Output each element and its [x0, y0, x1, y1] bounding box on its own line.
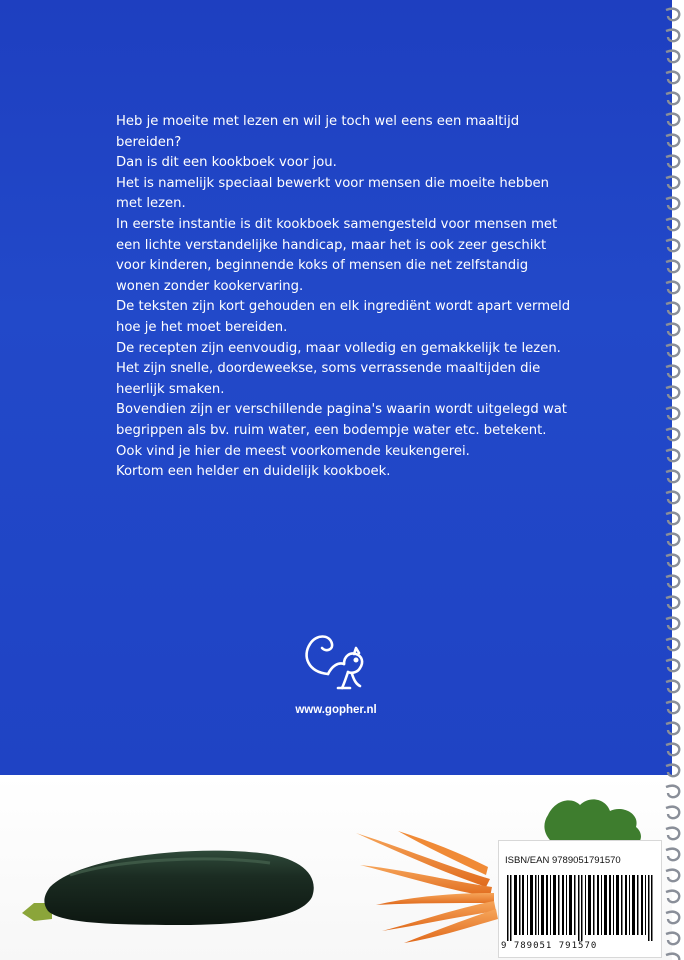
spiral-ring — [666, 9, 679, 20]
spiral-ring — [666, 618, 679, 629]
spiral-ring — [666, 807, 679, 818]
spiral-ring — [666, 387, 679, 398]
spiral-ring — [666, 135, 679, 146]
spiral-ring — [666, 177, 679, 188]
spiral-ring — [666, 891, 679, 902]
spiral-ring — [666, 51, 679, 62]
spiral-ring — [666, 597, 679, 608]
isbn-label: ISBN/EAN 9789051791570 — [505, 855, 621, 866]
spiral-ring — [666, 828, 679, 839]
blurb-paragraph: Het is namelijk speciaal bewerkt voor mensen die moeite hebben met lezen. — [116, 175, 550, 212]
spiral-ring — [666, 513, 679, 524]
spiral-ring — [666, 492, 679, 503]
barcode-digits: 9 789051 791570 — [501, 941, 598, 951]
blurb-paragraph: Heb je moeite met lezen en wil je toch wel eens een maaltijd bereiden? — [116, 114, 520, 150]
spiral-ring — [666, 114, 679, 125]
spiral-ring — [666, 744, 679, 755]
spiral-ring — [666, 912, 679, 923]
spiral-ring — [666, 681, 679, 692]
spiral-ring — [666, 240, 679, 251]
spiral-ring — [666, 324, 679, 335]
spiral-ring — [666, 156, 679, 167]
blurb-paragraph: Bovendien zijn er verschillende pagina's waarin wordt uitgelegd wat begrippen als bv. ruim water, een bodempje water etc. betekent. — [116, 402, 567, 438]
spiral-ring — [666, 261, 679, 272]
barcode-icon — [507, 875, 653, 941]
spiral-ring — [666, 849, 679, 860]
spiral-ring — [666, 954, 679, 960]
spiral-ring — [666, 555, 679, 566]
spiral-ring — [666, 429, 679, 440]
blurb-paragraph: In eerste instantie is dit kookboek samengesteld voor mensen met een lichte verstandelijke handicap, maar het is ook zeer geschikt voor kinderen, beginnende koks of mensen die net zelfstandig wonen zonder kookervaring. — [116, 216, 558, 294]
spiral-ring — [666, 366, 679, 377]
blurb-paragraph: De teksten zijn kort gehouden en elk ingrediënt wordt apart vermeld hoe je het moet bereiden. — [116, 299, 571, 335]
spiral-ring — [666, 786, 679, 797]
blurb-paragraph: De recepten zijn eenvoudig, maar volledig en gemakkelijk te lezen. — [116, 340, 561, 356]
carrots — [356, 831, 498, 943]
spiral-ring — [666, 471, 679, 482]
spiral-ring — [666, 30, 679, 41]
spiral-ring — [666, 72, 679, 83]
spiral-ring — [666, 345, 679, 356]
spiral-ring — [666, 303, 679, 314]
isbn-barcode-box — [498, 840, 662, 958]
spiral-ring — [666, 702, 679, 713]
squirrel-logo-icon — [298, 622, 374, 698]
blurb-paragraph: Kortom een helder en duidelijk kookboek. — [116, 464, 391, 480]
spiral-ring — [666, 576, 679, 587]
spiral-ring — [666, 408, 679, 419]
spiral-ring — [666, 723, 679, 734]
spiral-ring — [666, 870, 679, 881]
blurb-paragraph: Dan is dit een kookboek voor jou. — [116, 155, 337, 171]
zucchini — [22, 851, 314, 925]
blurb-paragraph: Ook vind je hier de meest voorkomende keukengerei. — [116, 443, 470, 459]
blurb-text — [116, 112, 576, 483]
spiral-ring — [666, 534, 679, 545]
publisher-website: www.gopher.nl — [295, 704, 377, 716]
spiral-ring — [666, 933, 679, 944]
spiral-binding — [662, 0, 684, 960]
spiral-ring — [666, 219, 679, 230]
spiral-ring — [666, 660, 679, 671]
spiral-ring — [666, 198, 679, 209]
spiral-ring — [666, 450, 679, 461]
spiral-ring — [666, 282, 679, 293]
spiral-ring — [666, 639, 679, 650]
spiral-ring — [666, 93, 679, 104]
blurb-paragraph: Het zijn snelle, doordeweekse, soms verrassende maaltijden die heerlijk smaken. — [116, 361, 541, 397]
spiral-ring — [666, 765, 679, 776]
